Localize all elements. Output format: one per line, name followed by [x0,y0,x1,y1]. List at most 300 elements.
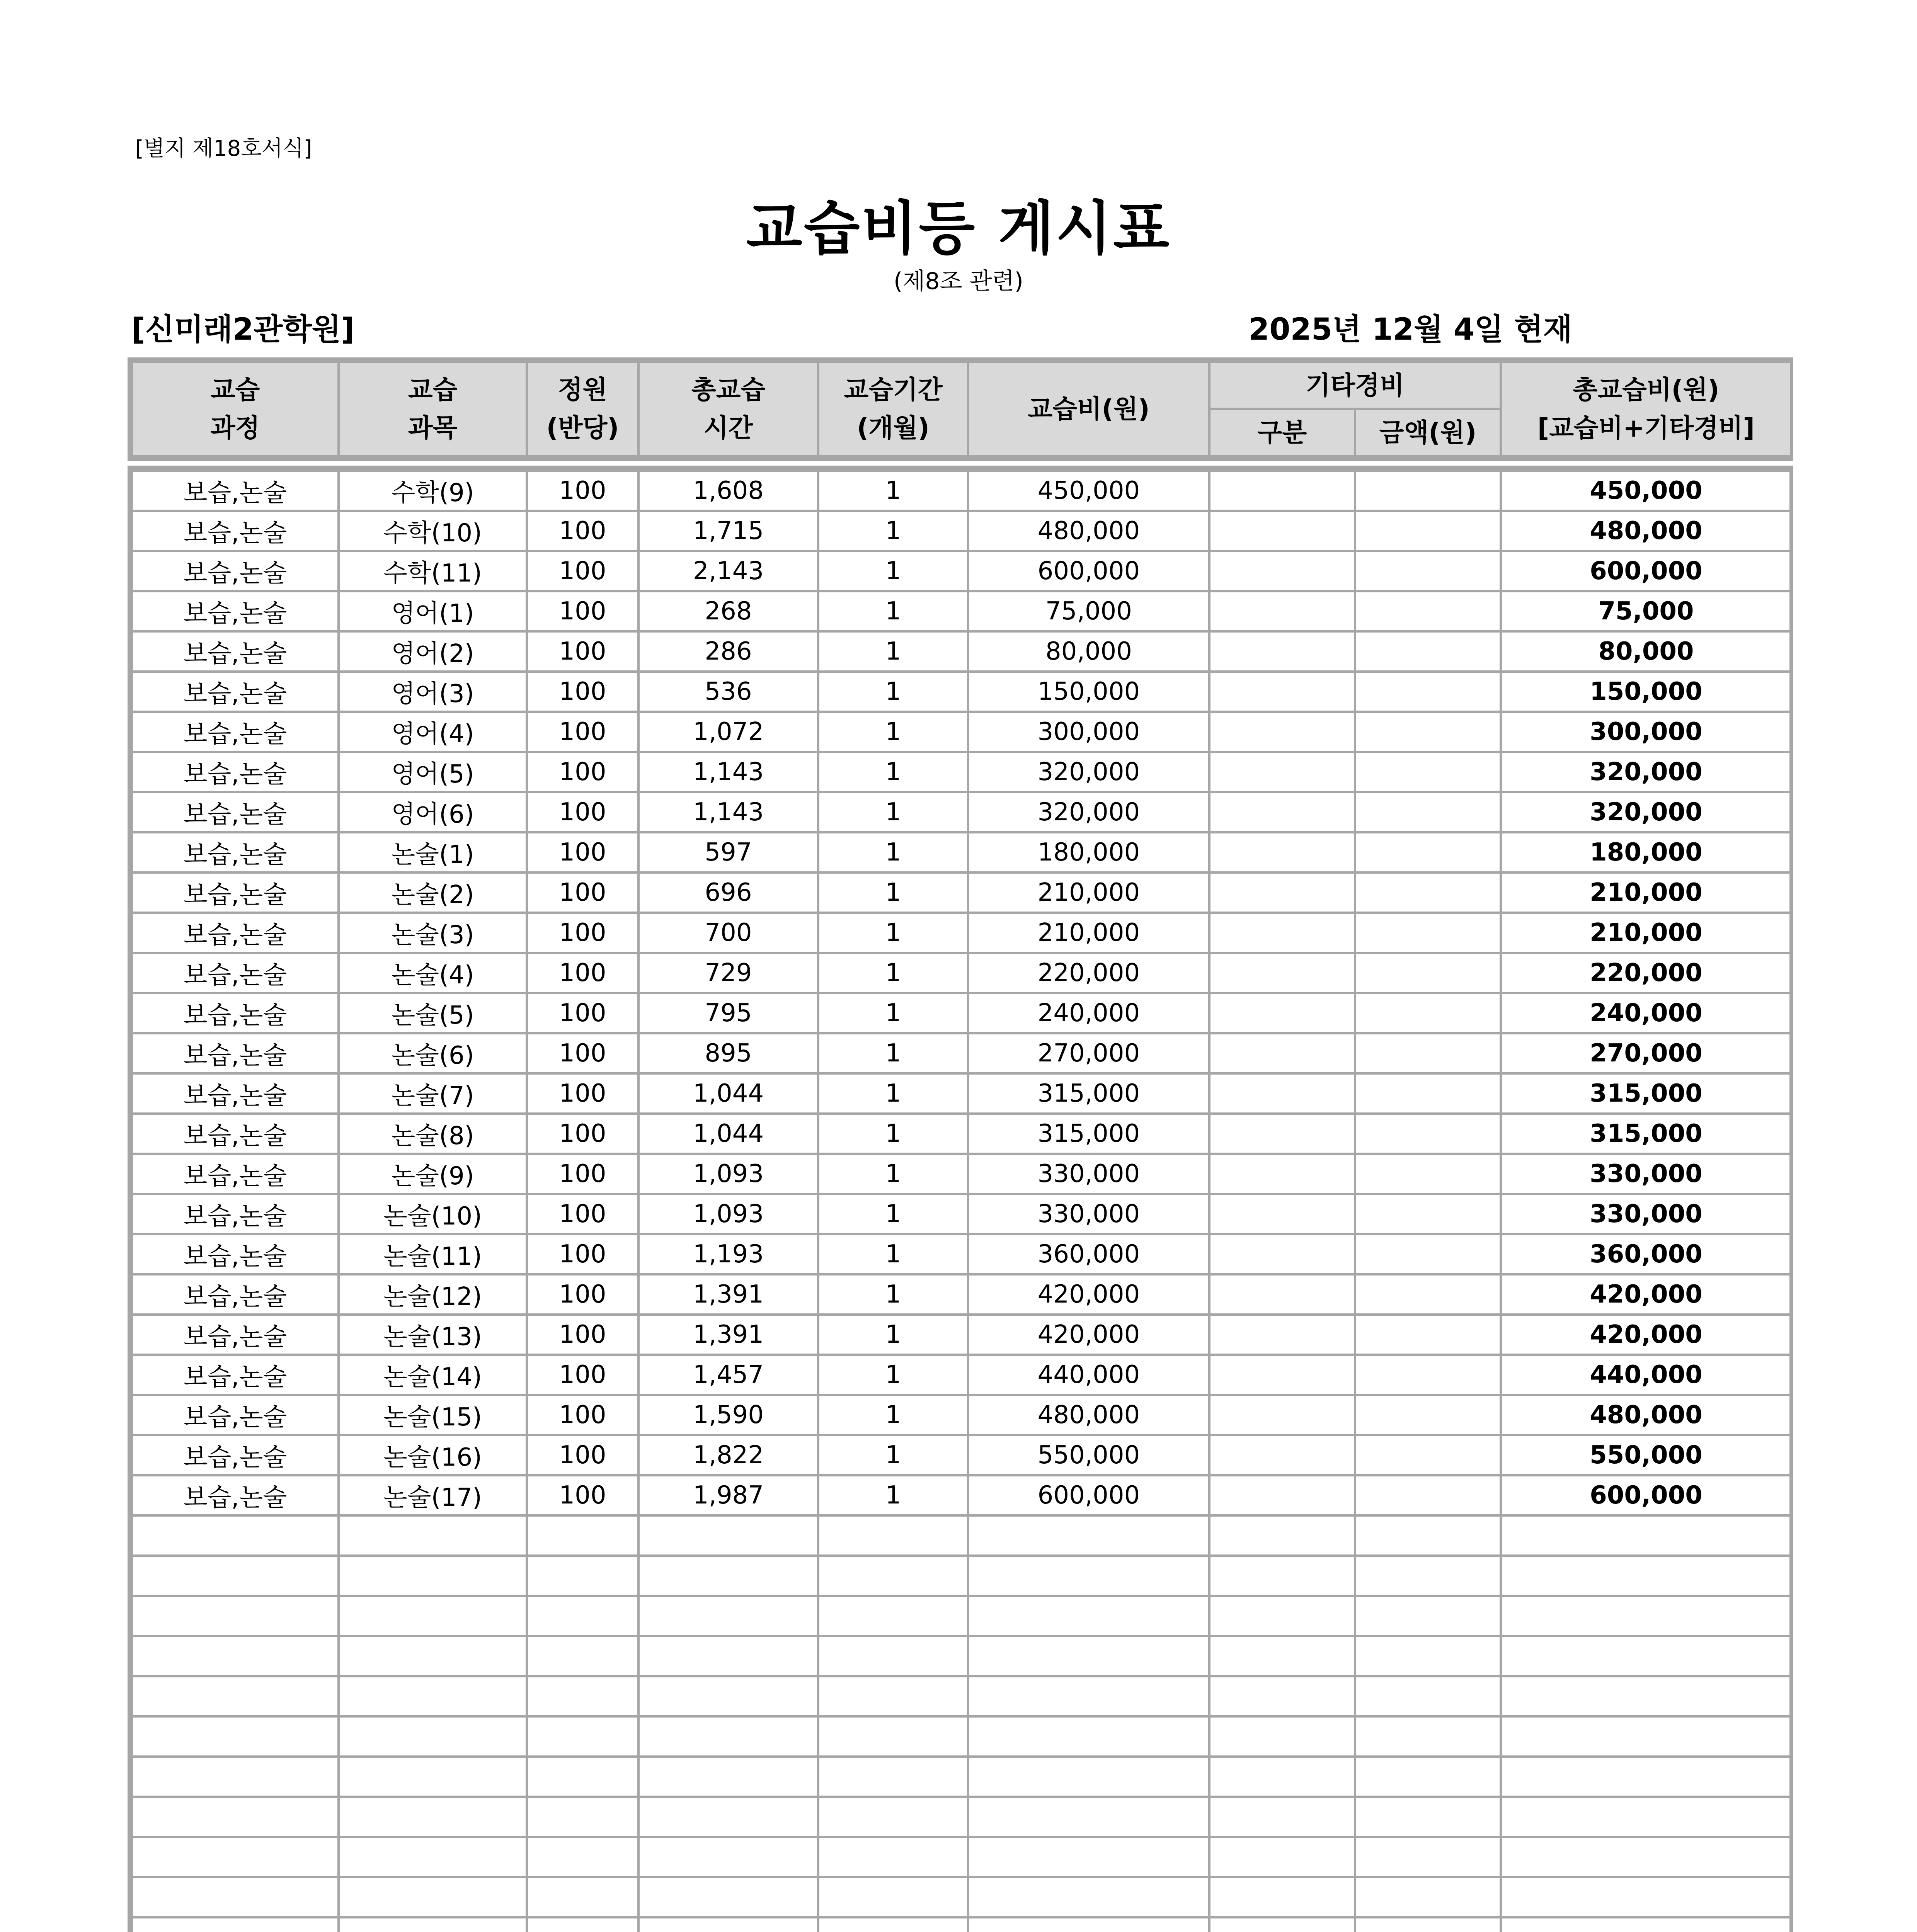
cell-total-hours: 895 [638,1033,818,1073]
cell-capacity [527,1636,638,1676]
cell-tuition: 330,000 [968,1154,1209,1194]
cell-total-hours: 536 [638,672,818,712]
cell-other-amount [1355,1073,1501,1114]
cell-course: 보습,논술 [132,672,339,712]
cell-period: 1 [818,792,968,832]
cell-period: 1 [818,1194,968,1234]
table-row [132,1073,1791,1114]
cell-capacity: 100 [527,471,638,511]
cell-subject: 논술(15) [339,1395,527,1435]
cell-capacity: 100 [527,1274,638,1315]
cell-tuition [968,1596,1209,1636]
cell-subject [339,1515,527,1556]
cell-capacity: 100 [527,511,638,551]
cell-other-category [1209,1073,1355,1114]
cell-capacity: 100 [527,1435,638,1475]
cell-other-category [1209,1877,1355,1917]
cell-total-hours: 1,822 [638,1435,818,1475]
cell-tuition [968,1837,1209,1877]
table-row [132,792,1791,832]
cell-period [818,1636,968,1676]
cell-period: 1 [818,1234,968,1274]
cell-course [132,1877,339,1917]
cell-period: 1 [818,993,968,1033]
cell-subject: 영어(4) [339,712,527,752]
table-row [132,1515,1791,1556]
header-other-amount: 금액(원) [1355,409,1501,456]
table-row [132,1757,1791,1797]
cell-other-amount [1355,1596,1501,1636]
cell-subject: 논술(2) [339,872,527,913]
cell-tuition: 320,000 [968,792,1209,832]
header-tuition: 교습비(원) [968,362,1209,456]
cell-capacity: 100 [527,1114,638,1154]
cell-course: 보습,논술 [132,1395,339,1435]
table-row [132,591,1791,631]
cell-grand-total: 550,000 [1501,1435,1791,1475]
cell-other-amount [1355,1194,1501,1234]
cell-capacity: 100 [527,913,638,953]
cell-grand-total: 420,000 [1501,1274,1791,1315]
cell-other-amount [1355,1877,1501,1917]
cell-tuition: 240,000 [968,993,1209,1033]
cell-period [818,1917,968,1932]
cell-capacity: 100 [527,1395,638,1435]
cell-other-category [1209,1917,1355,1932]
cell-subject [339,1917,527,1932]
cell-other-category [1209,1757,1355,1797]
cell-other-amount [1355,872,1501,913]
cell-total-hours: 1,143 [638,792,818,832]
cell-total-hours [638,1515,818,1556]
cell-grand-total: 75,000 [1501,591,1791,631]
header-capacity: 정원 (반당) [527,362,638,456]
cell-grand-total: 300,000 [1501,712,1791,752]
cell-course: 보습,논술 [132,993,339,1033]
cell-grand-total [1501,1917,1791,1932]
cell-subject: 논술(1) [339,832,527,872]
header-other-category: 구분 [1209,409,1355,456]
cell-grand-total: 450,000 [1501,471,1791,511]
cell-course: 보습,논술 [132,1435,339,1475]
cell-other-category [1209,993,1355,1033]
cell-period: 1 [818,832,968,872]
cell-other-amount [1355,471,1501,511]
form-label: [별지 제18호서식] [135,136,312,161]
cell-subject: 영어(1) [339,591,527,631]
header-separator [128,457,1793,469]
cell-total-hours: 729 [638,953,818,993]
cell-capacity: 100 [527,953,638,993]
cell-grand-total [1501,1515,1791,1556]
cell-course [132,1716,339,1757]
cell-subject [339,1797,527,1837]
table-row [132,1797,1791,1837]
cell-total-hours: 597 [638,832,818,872]
cell-subject [339,1676,527,1716]
cell-grand-total [1501,1757,1791,1797]
cell-tuition: 210,000 [968,913,1209,953]
cell-period [818,1515,968,1556]
cell-total-hours [638,1556,818,1596]
cell-course [132,1917,339,1932]
table-row [132,993,1791,1033]
cell-other-amount [1355,993,1501,1033]
cell-other-amount [1355,511,1501,551]
cell-total-hours: 1,072 [638,712,818,752]
cell-period: 1 [818,953,968,993]
cell-total-hours: 1,457 [638,1355,818,1395]
cell-total-hours: 2,143 [638,551,818,591]
cell-course: 보습,논술 [132,953,339,993]
cell-other-category [1209,1435,1355,1475]
cell-other-amount [1355,913,1501,953]
cell-other-amount [1355,752,1501,792]
cell-tuition: 450,000 [968,471,1209,511]
cell-tuition: 360,000 [968,1234,1209,1274]
cell-grand-total: 330,000 [1501,1154,1791,1194]
cell-other-amount [1355,1797,1501,1837]
cell-other-category [1209,913,1355,953]
cell-tuition: 80,000 [968,631,1209,672]
cell-grand-total: 480,000 [1501,511,1791,551]
cell-other-amount [1355,1234,1501,1274]
cell-period [818,1716,968,1757]
cell-grand-total [1501,1596,1791,1636]
cell-period [818,1556,968,1596]
cell-other-category [1209,1274,1355,1315]
cell-course: 보습,논술 [132,1194,339,1234]
cell-other-amount [1355,591,1501,631]
cell-other-category [1209,1475,1355,1515]
cell-period: 1 [818,1114,968,1154]
cell-course: 보습,논술 [132,832,339,872]
cell-period: 1 [818,591,968,631]
table-row [132,832,1791,872]
cell-capacity: 100 [527,591,638,631]
cell-subject [339,1877,527,1917]
fee-table-header [131,361,1793,457]
cell-grand-total: 270,000 [1501,1033,1791,1073]
cell-other-category [1209,1797,1355,1837]
cell-total-hours: 1,715 [638,511,818,551]
cell-course: 보습,논술 [132,1033,339,1073]
cell-capacity: 100 [527,752,638,792]
table-row [132,1435,1791,1475]
cell-course: 보습,논술 [132,1154,339,1194]
cell-subject [339,1596,527,1636]
cell-course: 보습,논술 [132,1234,339,1274]
cell-other-category [1209,631,1355,672]
cell-subject: 논술(14) [339,1355,527,1395]
cell-subject [339,1837,527,1877]
table-row [132,551,1791,591]
cell-capacity: 100 [527,792,638,832]
cell-grand-total: 150,000 [1501,672,1791,712]
cell-total-hours: 1,590 [638,1395,818,1435]
cell-capacity: 100 [527,1234,638,1274]
cell-subject: 논술(8) [339,1114,527,1154]
cell-subject: 논술(17) [339,1475,527,1515]
cell-period [818,1837,968,1877]
cell-other-category [1209,1355,1355,1395]
cell-course: 보습,논술 [132,1274,339,1315]
cell-course [132,1757,339,1797]
cell-other-category [1209,1395,1355,1435]
cell-total-hours: 795 [638,993,818,1033]
cell-course [132,1837,339,1877]
cell-subject [339,1556,527,1596]
cell-other-amount [1355,551,1501,591]
cell-capacity: 100 [527,551,638,591]
cell-total-hours: 696 [638,872,818,913]
cell-period: 1 [818,1154,968,1194]
cell-subject: 수학(10) [339,511,527,551]
cell-subject [339,1716,527,1757]
cell-period: 1 [818,1435,968,1475]
header-course: 교습 과정 [132,362,339,456]
cell-tuition: 180,000 [968,832,1209,872]
table-row [132,1395,1791,1435]
cell-subject: 수학(9) [339,471,527,511]
cell-period: 1 [818,1274,968,1315]
cell-subject: 영어(5) [339,752,527,792]
cell-subject: 논술(16) [339,1435,527,1475]
cell-course: 보습,논술 [132,511,339,551]
cell-other-amount [1355,1154,1501,1194]
cell-course: 보습,논술 [132,591,339,631]
cell-other-amount [1355,1033,1501,1073]
cell-grand-total: 420,000 [1501,1315,1791,1355]
cell-other-category [1209,872,1355,913]
cell-total-hours: 1,044 [638,1114,818,1154]
cell-total-hours: 268 [638,591,818,631]
cell-grand-total: 360,000 [1501,1234,1791,1274]
cell-tuition [968,1636,1209,1676]
cell-total-hours: 1,391 [638,1274,818,1315]
cell-capacity [527,1556,638,1596]
cell-other-category [1209,1033,1355,1073]
table-row [132,1194,1791,1234]
cell-course: 보습,논술 [132,1475,339,1515]
cell-other-amount [1355,1676,1501,1716]
cell-course [132,1556,339,1596]
table-row [132,1475,1791,1515]
table-row [132,1596,1791,1636]
cell-capacity [527,1877,638,1917]
cell-other-amount [1355,1435,1501,1475]
fee-table-body [131,469,1793,1932]
cell-grand-total: 330,000 [1501,1194,1791,1234]
cell-period: 1 [818,672,968,712]
cell-tuition [968,1917,1209,1932]
header-subject: 교습 과목 [339,362,527,456]
cell-subject: 수학(11) [339,551,527,591]
table-row [132,1355,1791,1395]
cell-period: 1 [818,1355,968,1395]
cell-capacity [527,1757,638,1797]
cell-capacity [527,1676,638,1716]
cell-other-category [1209,1636,1355,1676]
cell-capacity: 100 [527,1475,638,1515]
cell-total-hours: 1,093 [638,1154,818,1194]
cell-subject: 논술(9) [339,1154,527,1194]
cell-other-category [1209,792,1355,832]
cell-tuition: 150,000 [968,672,1209,712]
cell-total-hours [638,1636,818,1676]
cell-tuition: 300,000 [968,712,1209,752]
cell-grand-total: 210,000 [1501,913,1791,953]
cell-capacity: 100 [527,672,638,712]
cell-course [132,1797,339,1837]
cell-course: 보습,논술 [132,1355,339,1395]
cell-other-category [1209,1154,1355,1194]
cell-tuition: 315,000 [968,1073,1209,1114]
cell-other-category [1209,471,1355,511]
cell-total-hours: 1,391 [638,1315,818,1355]
cell-total-hours: 1,193 [638,1234,818,1274]
cell-capacity: 100 [527,832,638,872]
cell-grand-total: 80,000 [1501,631,1791,672]
cell-course [132,1515,339,1556]
cell-tuition: 315,000 [968,1114,1209,1154]
cell-other-amount [1355,1716,1501,1757]
cell-capacity: 100 [527,1315,638,1355]
table-row [132,1877,1791,1917]
header-grand-total: 총교습비(원) [교습비+기타경비] [1501,362,1791,456]
table-row [132,1033,1791,1073]
cell-other-category [1209,1194,1355,1234]
cell-period: 1 [818,913,968,953]
cell-grand-total: 600,000 [1501,551,1791,591]
cell-period [818,1877,968,1917]
cell-subject: 논술(6) [339,1033,527,1073]
cell-course [132,1636,339,1676]
cell-other-category [1209,1315,1355,1355]
cell-total-hours [638,1716,818,1757]
cell-tuition: 270,000 [968,1033,1209,1073]
cell-period: 1 [818,631,968,672]
cell-total-hours [638,1797,818,1837]
cell-other-amount [1355,1515,1501,1556]
table-row [132,953,1791,993]
table-row [132,672,1791,712]
cell-capacity: 100 [527,1073,638,1114]
cell-capacity [527,1837,638,1877]
cell-capacity: 100 [527,631,638,672]
cell-subject: 논술(4) [339,953,527,993]
table-row [132,1716,1791,1757]
cell-period [818,1797,968,1837]
cell-course: 보습,논술 [132,471,339,511]
cell-grand-total: 320,000 [1501,792,1791,832]
cell-other-amount [1355,631,1501,672]
cell-grand-total [1501,1676,1791,1716]
cell-capacity [527,1515,638,1556]
cell-grand-total: 315,000 [1501,1073,1791,1114]
cell-tuition [968,1676,1209,1716]
cell-subject: 논술(12) [339,1274,527,1315]
cell-total-hours: 286 [638,631,818,672]
cell-tuition [968,1515,1209,1556]
cell-grand-total: 210,000 [1501,872,1791,913]
cell-period: 1 [818,1073,968,1114]
cell-capacity: 100 [527,1355,638,1395]
cell-tuition: 440,000 [968,1355,1209,1395]
cell-other-category [1209,832,1355,872]
cell-total-hours: 1,044 [638,1073,818,1114]
cell-tuition: 600,000 [968,551,1209,591]
cell-grand-total [1501,1716,1791,1757]
cell-grand-total: 240,000 [1501,993,1791,1033]
cell-other-amount [1355,1475,1501,1515]
cell-period: 1 [818,752,968,792]
cell-period: 1 [818,872,968,913]
header-other-expenses: 기타경비 [1209,362,1501,409]
cell-total-hours [638,1757,818,1797]
cell-subject: 영어(2) [339,631,527,672]
cell-grand-total: 180,000 [1501,832,1791,872]
cell-period: 1 [818,471,968,511]
cell-other-category [1209,712,1355,752]
cell-capacity [527,1797,638,1837]
cell-tuition: 220,000 [968,953,1209,993]
academy-name: [신미래2관학원] [131,312,355,347]
cell-period: 1 [818,1315,968,1355]
cell-total-hours: 1,608 [638,471,818,511]
cell-course: 보습,논술 [132,792,339,832]
cell-period: 1 [818,551,968,591]
cell-capacity [527,1917,638,1932]
cell-other-category [1209,953,1355,993]
cell-course: 보습,논술 [132,551,339,591]
as-of-date: 2025년 12월 4일 현재 [1248,312,1573,347]
cell-subject [339,1636,527,1676]
cell-other-amount [1355,712,1501,752]
cell-tuition: 320,000 [968,752,1209,792]
cell-grand-total [1501,1797,1791,1837]
cell-total-hours [638,1877,818,1917]
cell-subject: 논술(11) [339,1234,527,1274]
cell-capacity: 100 [527,872,638,913]
cell-subject: 논술(7) [339,1073,527,1114]
cell-capacity: 100 [527,1033,638,1073]
cell-capacity [527,1716,638,1757]
cell-tuition: 420,000 [968,1315,1209,1355]
cell-other-category [1209,1676,1355,1716]
cell-grand-total: 440,000 [1501,1355,1791,1395]
cell-capacity: 100 [527,1154,638,1194]
cell-other-amount [1355,1837,1501,1877]
cell-total-hours: 1,093 [638,1194,818,1234]
cell-subject: 논술(13) [339,1315,527,1355]
table-row [132,1315,1791,1355]
cell-other-amount [1355,1114,1501,1154]
cell-total-hours: 1,143 [638,752,818,792]
cell-course: 보습,논술 [132,913,339,953]
cell-other-category [1209,551,1355,591]
table-row [132,1676,1791,1716]
cell-subject: 영어(6) [339,792,527,832]
cell-subject: 논술(3) [339,913,527,953]
cell-other-category [1209,752,1355,792]
table-row [132,1636,1791,1676]
cell-other-category [1209,1556,1355,1596]
cell-tuition: 600,000 [968,1475,1209,1515]
cell-subject: 영어(3) [339,672,527,712]
header-period: 교습기간 (개월) [818,362,968,456]
cell-other-category [1209,591,1355,631]
